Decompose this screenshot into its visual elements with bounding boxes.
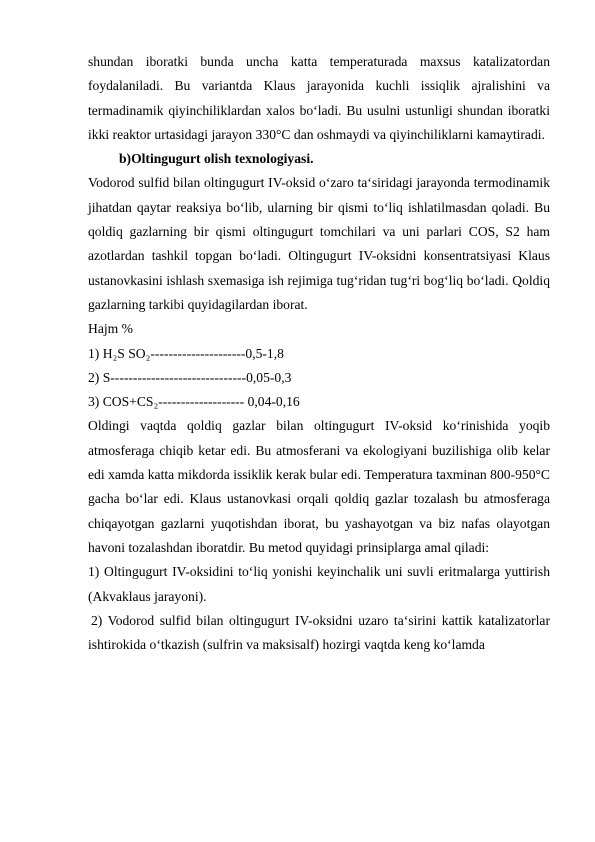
composition-item-2: 2) S------------------------------0,05-0,3 (88, 369, 292, 385)
section-heading: b)Oltingugurt olish texnologiyasi. (119, 151, 314, 167)
document-body (88, 50, 550, 657)
paragraph-klaus-variant: shundan iboratki bunda uncha katta temperaturada maxsus katalizatordan foydalaniladi. Bu variantda Klaus jarayonida kuchli issiqlik ajralishini va termadinamik qiyinchiliklardan xalos bo‘ladi. Bu usulni ustunligi shundan iboratki ikki reaktor urtasidagi jarayon 330°C dan oshmaydi va qiyinchiliklarni kamaytiradi. (88, 54, 550, 142)
paragraph-principle-1: 1) Oltingugurt IV-oksidini to‘liq yonishi keyinchalik uni suvli eritmalarga yuttirish (Akvaklaus jarayoni). (88, 564, 550, 604)
volume-percent-label: Hajm % (88, 321, 133, 337)
paragraph-residual-gases: Oldingi vaqtda qoldiq gazlar bilan oltingugurt IV-oksid ko‘rinishida yoqib atmosferaga chiqib ketar edi. Bu atmosferani va ekologiyani buzilishiga olib kelar edi xamda katta mikdorda issiklik kerak bular edi. Temperatura taxminan 800-950°C gacha bo‘lar edi. Klaus ustanovkasi orqali qoldiq gazlar tozalash bu atmosferaga chiqayotgan gazlarni yuqotishdan iborat, bu yashayotgan va biz nafas olayotgan havoni tozalashdan iboratdir. Bu metod quyidagi prinsiplarga amal qiladi: (88, 418, 550, 555)
composition-item-1: 1) H₂S SO₂---------------------0,5-1,8 (88, 345, 284, 361)
paragraph-hydrogen-sulfide: Vodorod sulfid bilan oltingugurt IV-oksid o‘zaro ta‘siridagi jarayonda termodinamik jihatdan qaytar reaksiya bo‘lib, ularning bir qismi to‘liq ishlatilmasdan qoladi. Bu qoldiq gazlarning bir qismi oltingugurt tomchilari va uni parlari COS, S2 ham azotlardan tashkil topgan bo‘ladi. Oltingugurt IV-oksidni konsentratsiyasi Klaus ustanovkasini ishlash sxemasiga ish rejimiga tug‘ridan tug‘ri bog‘liq bo‘ladi. Qoldiq gazlarning tarkibi quyidagilardan iborat. (88, 175, 550, 312)
paragraph-principle-2: 2) Vodorod sulfid bilan oltingugurt IV-oksidni uzaro ta‘sirini kattik katalizatorlar ishtirokida o‘tkazish (sulfrin va maksisalf) hozirgi vaqtda keng ko‘lamda (88, 612, 550, 653)
composition-item-3: 3) COS+CS₂------------------- 0,04-0,16 (88, 394, 300, 410)
